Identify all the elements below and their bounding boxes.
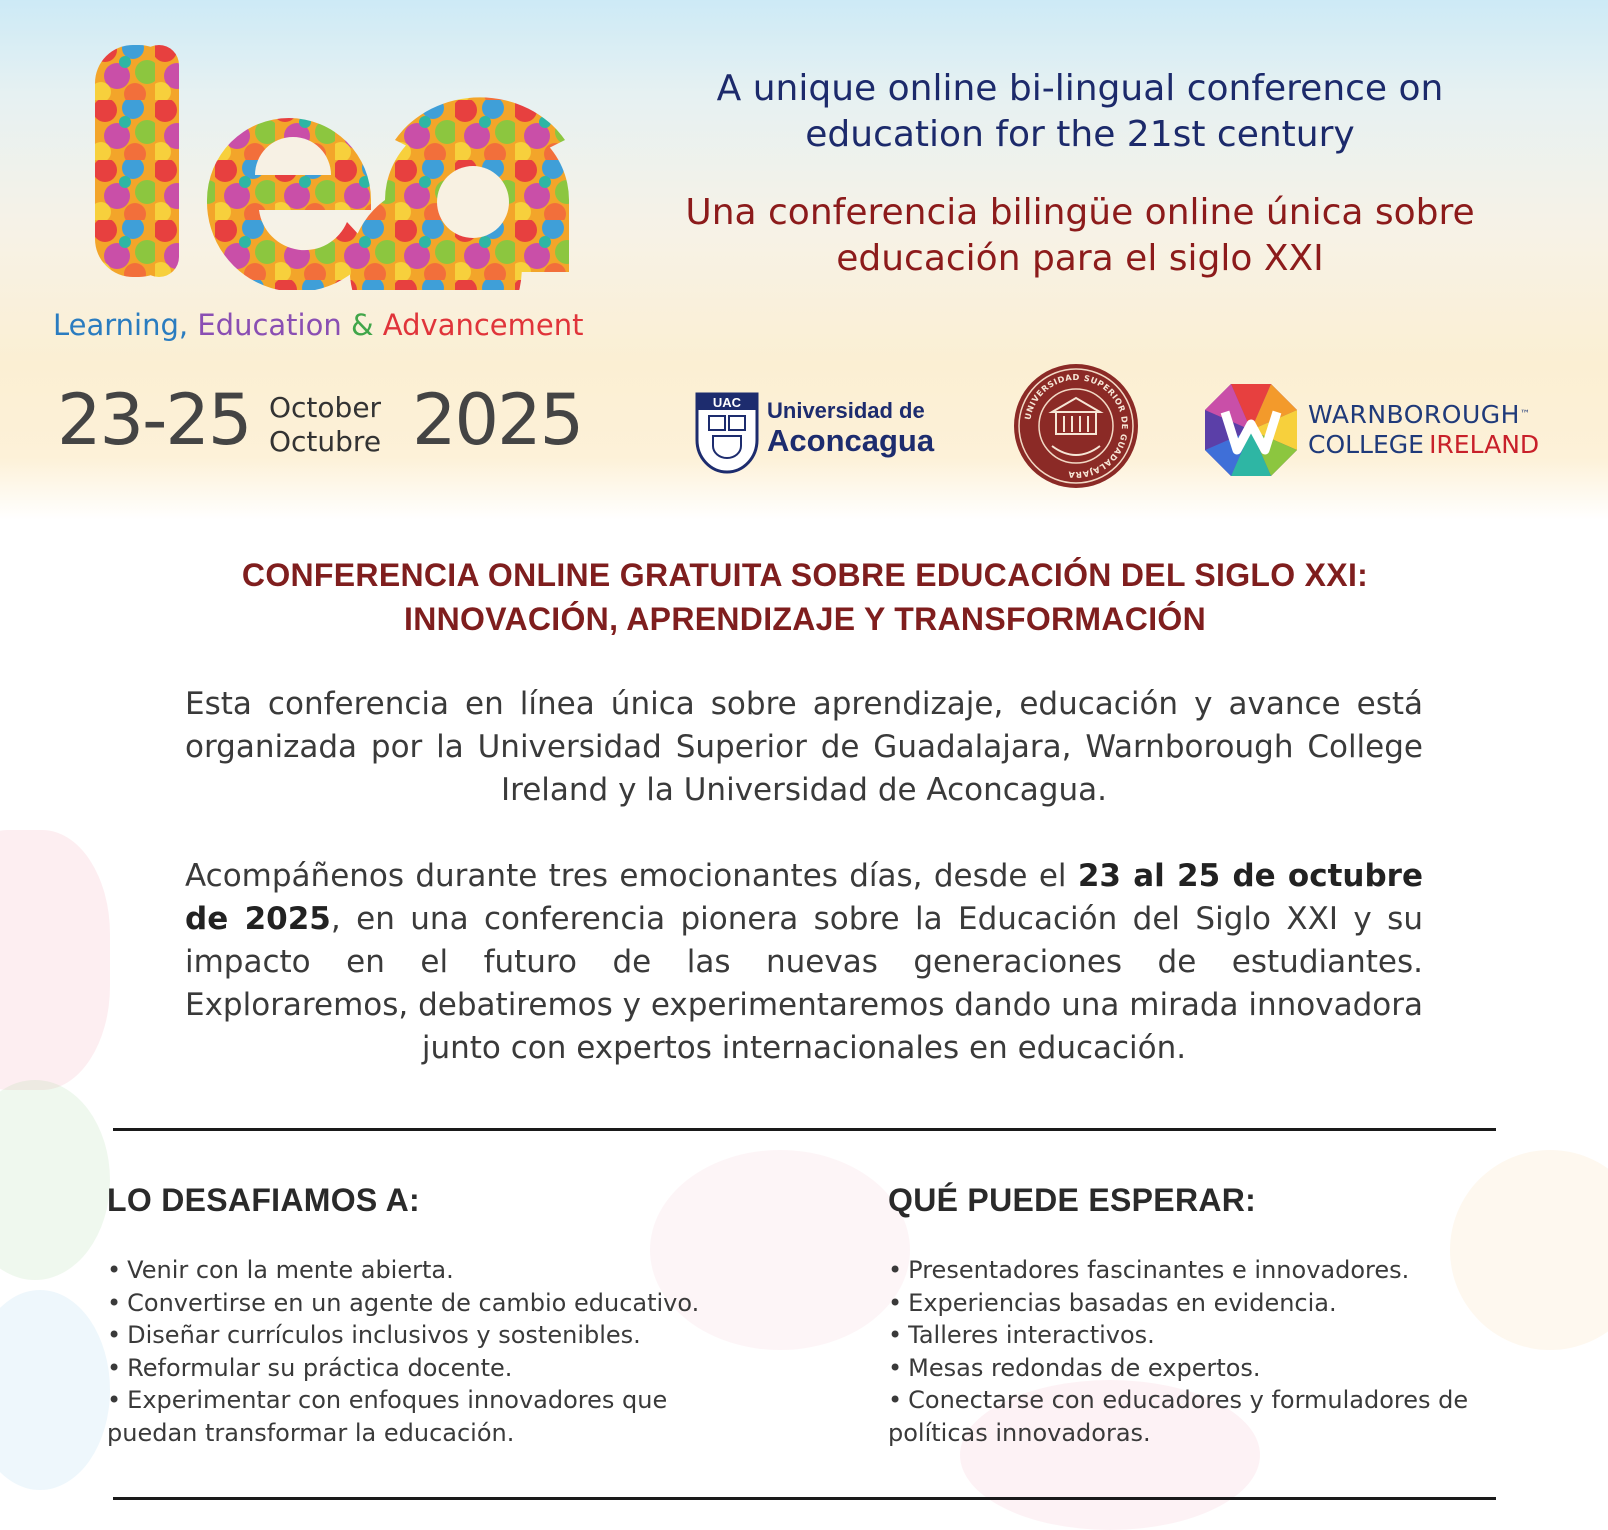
challenge-section	[107, 1180, 747, 1449]
list-item: • Venir con la mente abierta.	[107, 1256, 454, 1284]
list-item: • Convertirse en un agente de cambio educativo.	[107, 1288, 700, 1317]
tagline-education: Education	[197, 308, 342, 342]
month-english: October	[269, 391, 382, 424]
date-year: 2025	[412, 379, 583, 461]
intro-en-line2: education for the 21st century	[805, 114, 1355, 155]
list-item: • Conectarse con educadores y formuladores de políticas innovadoras.	[888, 1386, 1469, 1447]
decor-blob	[0, 1080, 110, 1280]
list-item: • Experiencias basadas en evidencia.	[888, 1288, 1337, 1317]
date-months	[269, 391, 381, 459]
challenge-list	[107, 1254, 747, 1449]
list-item: • Experimentar con enfoques innovadores que puedan transformar la educación.	[107, 1386, 668, 1447]
divider	[113, 1128, 1496, 1131]
divider	[113, 1497, 1496, 1500]
trademark-symbol: ™	[1519, 409, 1531, 420]
intro-spanish	[660, 190, 1500, 282]
list-item: • Mesas redondas de expertos.	[888, 1353, 1261, 1382]
expect-heading: QUÉ PUEDE ESPERAR:	[888, 1182, 1257, 1218]
details-post: , en una conferencia pionera sobre la Educación del Siglo XXI y su impacto en el futuro de las nuevas generaciones de estudiantes. Exploraremos, debatiremos y experimentaremos dando una mirada innovadora junto con expertos internacionales en educación.	[185, 901, 1423, 1066]
challenge-heading: LO DESAFIAMOS A:	[107, 1182, 420, 1218]
uac-badge-text: UAC	[712, 395, 742, 410]
intro-english	[660, 66, 1500, 158]
uac-line2: Aconcagua	[767, 423, 935, 458]
list-item: • Reformular su práctica docente.	[107, 1353, 513, 1382]
usg-seal-icon	[1012, 362, 1140, 490]
page-title	[140, 553, 1470, 641]
tagline-advancement: Advancement	[382, 308, 584, 342]
decor-blob	[0, 830, 110, 1090]
details-paragraph	[185, 855, 1423, 1070]
uac-logo	[695, 392, 975, 477]
lea-logo-graphic	[95, 40, 595, 290]
intro-paragraph: Esta conferencia en línea única sobre aprendizaje, educación y avance está organizada por la Universidad Superior de Guadalajara, Warnborough College Ireland y la Universidad de Aconcagua.	[185, 686, 1423, 808]
intro-en-line1: A unique online bi-lingual conference on	[716, 68, 1444, 109]
expect-section	[888, 1180, 1508, 1449]
details-dates-bold: 23 al 25 de octubre de 2025	[185, 858, 1423, 937]
month-spanish: Octubre	[269, 425, 382, 458]
uac-line1: Universidad de	[767, 398, 925, 423]
list-item: • Presentadores fascinantes e innovadores.	[888, 1256, 1410, 1284]
uac-name	[767, 398, 934, 458]
title-line2: INNOVACIÓN, APRENDIZAJE Y TRANSFORMACIÓN	[404, 601, 1206, 637]
warnborough-emblem-icon	[1203, 382, 1299, 478]
lea-logo	[55, 40, 595, 350]
warnborough-name	[1308, 400, 1539, 460]
details-pre: Acompáñenos durante tres emocionantes días, desde el	[185, 858, 1078, 894]
expect-list	[888, 1254, 1508, 1449]
uac-shield-icon	[695, 392, 759, 474]
lea-tagline	[53, 308, 583, 342]
usg-seal-text: UNIVERSIDAD SUPERIOR DE GUADALAJARA	[1022, 371, 1131, 481]
decor-blob	[0, 1290, 110, 1490]
title-line1: CONFERENCIA ONLINE GRATUITA SOBRE EDUCACIÓN DEL SIGLO XXI:	[241, 557, 1369, 593]
warnborough-ireland: IRELAND	[1429, 430, 1540, 459]
intro-es-line2: educación para el siglo XXI	[836, 238, 1324, 279]
warnborough-line1: WARNBOROUGH™	[1308, 400, 1531, 429]
list-item: • Talleres interactivos.	[888, 1321, 1155, 1349]
warnborough-logo	[1203, 380, 1563, 480]
list-item: • Diseñar currículos inclusivos y sostenibles.	[107, 1321, 641, 1349]
tagline-learning: Learning,	[53, 308, 189, 342]
tagline-ampersand: &	[350, 308, 374, 342]
date-range: 23-25	[57, 379, 251, 461]
warnborough-college: COLLEGE	[1308, 430, 1424, 459]
intro-es-line1: Una conferencia bilingüe online única sobre	[685, 192, 1475, 233]
